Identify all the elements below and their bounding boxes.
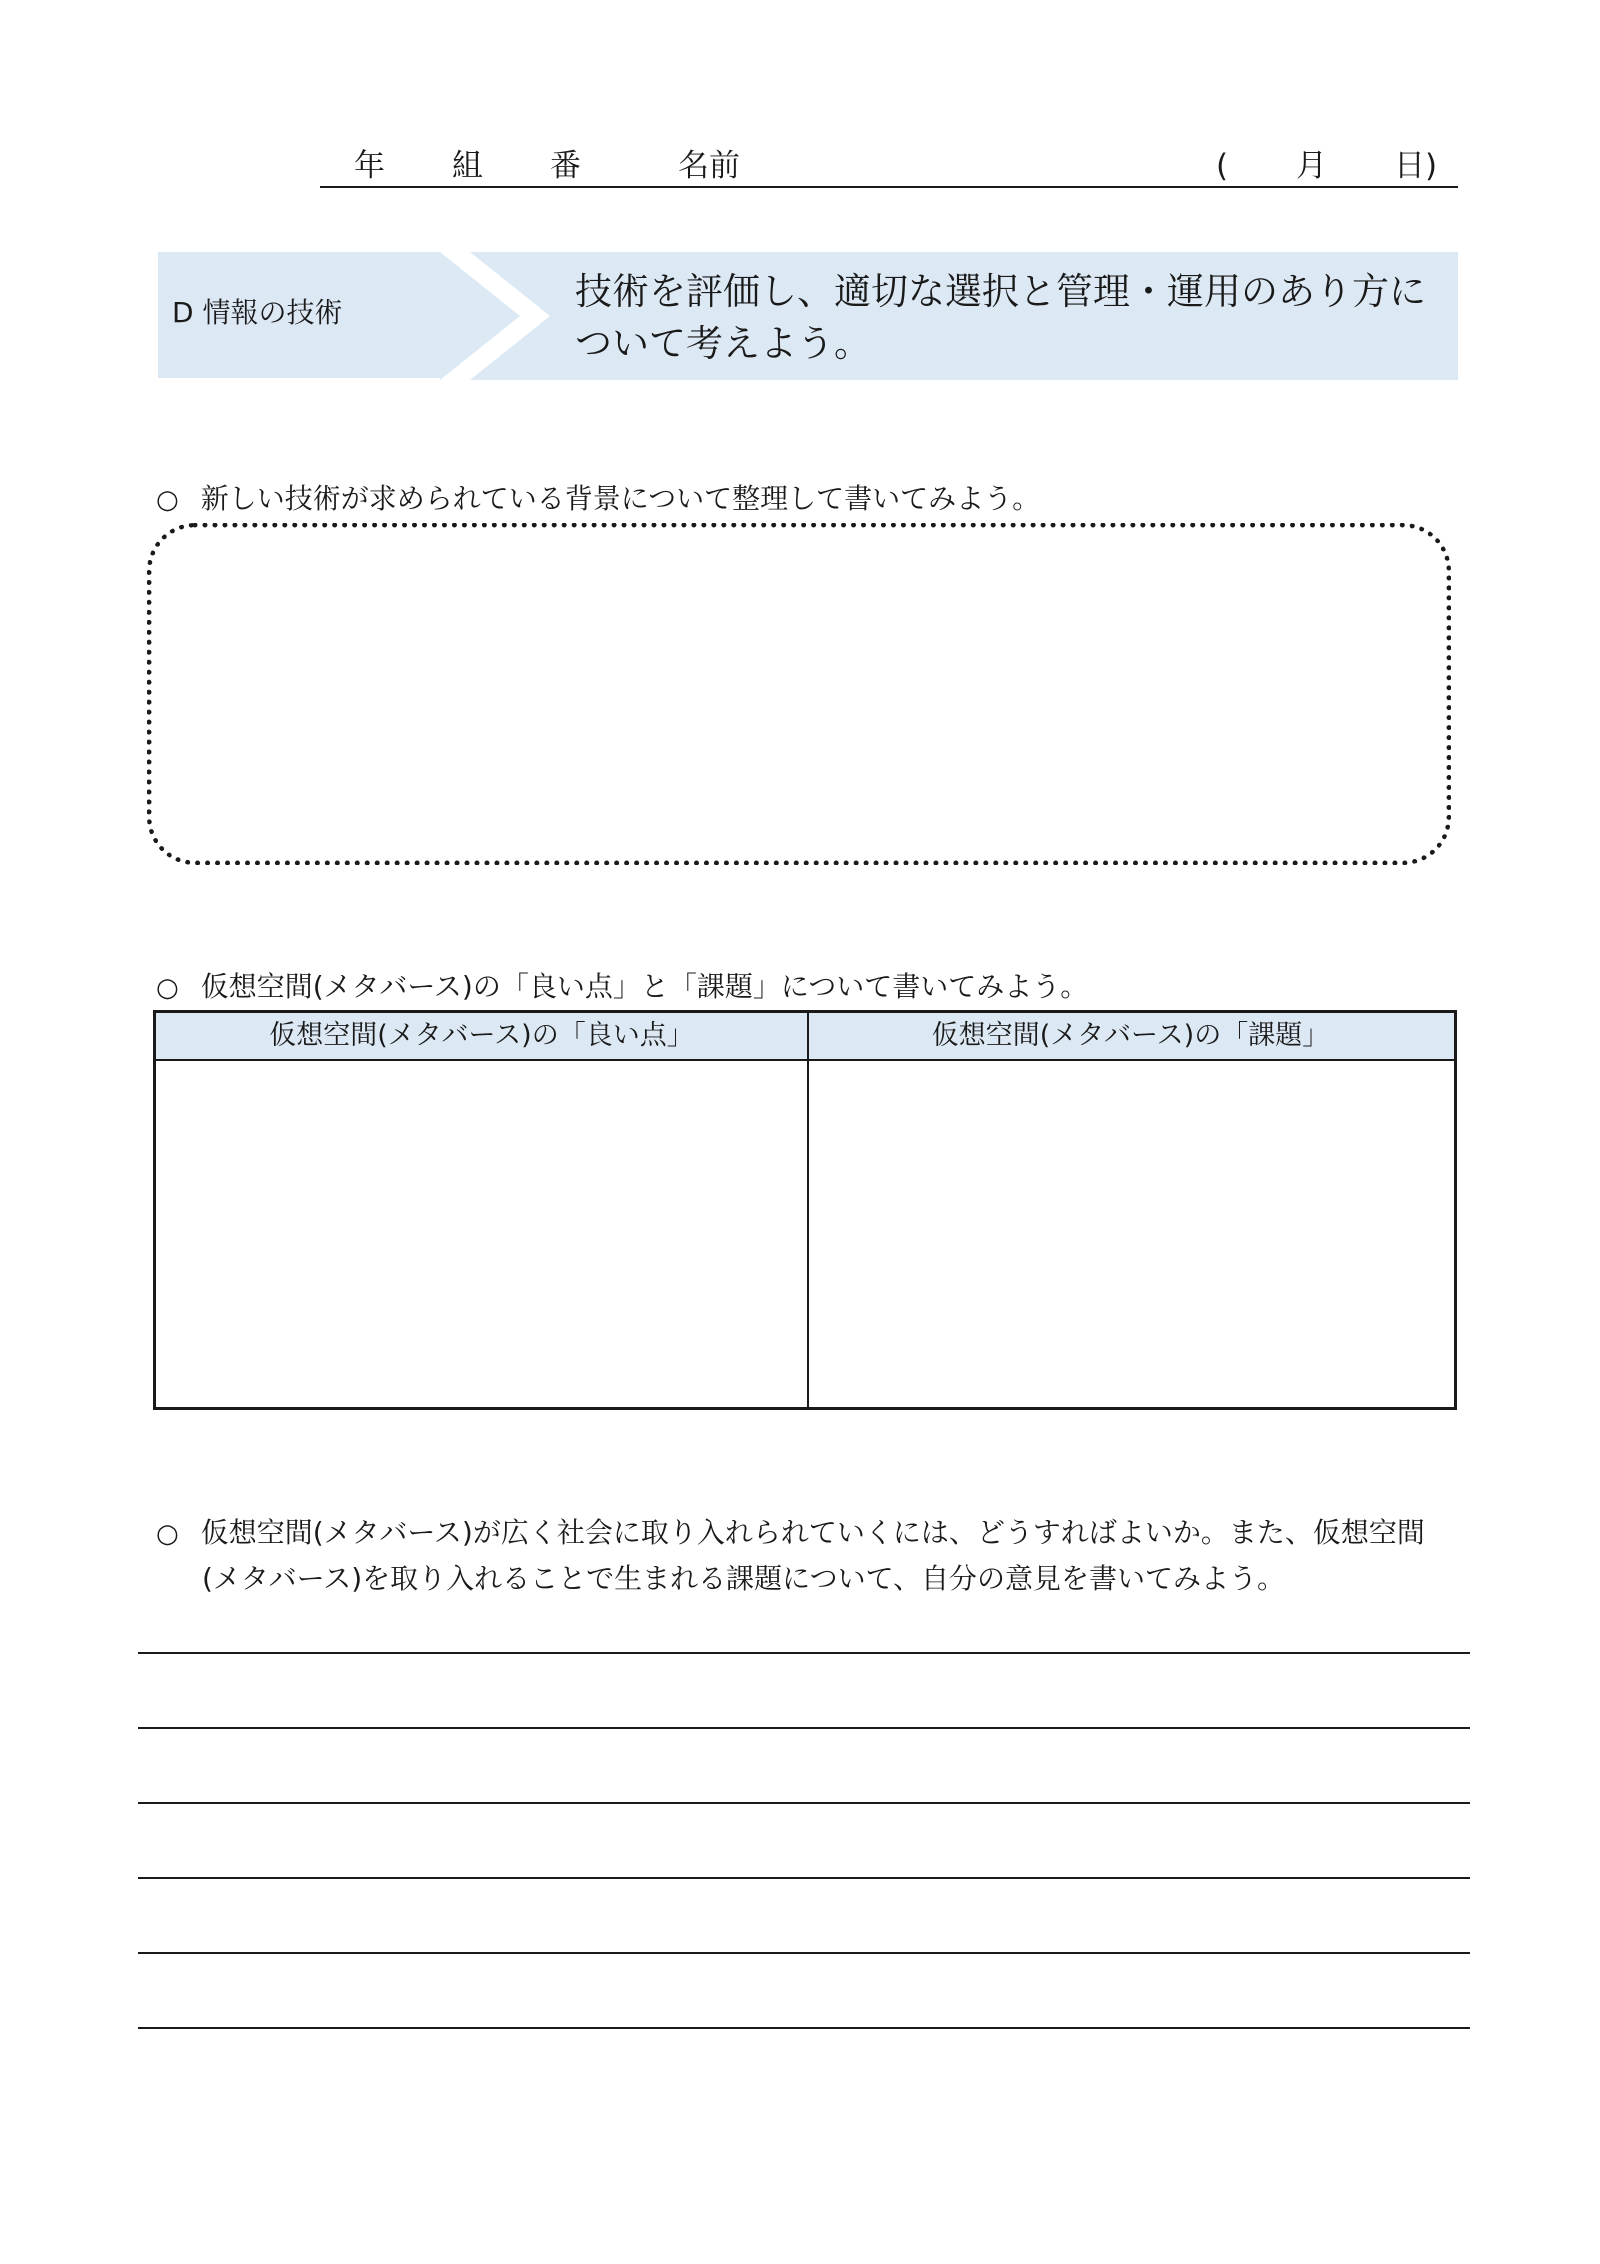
question-1 [156, 482, 1040, 517]
month-label: 月 [1296, 148, 1327, 184]
name-label: 名前 [678, 148, 740, 184]
banner-objective-text: 技術を評価し、適切な選択と管理・運用のあり方について考えよう。 [575, 270, 1426, 365]
question-2 [156, 970, 1088, 1005]
class-label: 組 [452, 148, 483, 184]
number-label: 番 [550, 148, 581, 184]
banner-category-label: D 情報の技術 [172, 296, 343, 329]
question-3-text-line1: 仮想空間(メタバース)が広く社会に取り入れられていくには、どうすればよいか。また、仮想空間 [200, 1516, 1425, 1549]
question-3 [156, 1516, 1425, 1551]
question-3-circle-icon: ○ [156, 1519, 179, 1549]
name-underline [320, 186, 1458, 188]
question-2-text: 仮想空間(メタバース)の「良い点」と「課題」について書いてみよう。 [200, 970, 1089, 1003]
writing-line-6[interactable] [138, 2027, 1470, 2029]
date-open-paren: ( [1216, 148, 1229, 184]
writing-line-3[interactable] [138, 1802, 1470, 1804]
issues-answer-cell[interactable] [809, 1061, 1454, 1407]
banner-chevron-icon [440, 252, 560, 380]
writing-line-4[interactable] [138, 1877, 1470, 1879]
writing-line-5[interactable] [138, 1952, 1470, 1954]
table-header-issues: 仮想空間(メタバース)の「課題」 [807, 1013, 1454, 1061]
answer-box-1[interactable] [147, 523, 1451, 865]
table-header-merits: 仮想空間(メタバース)の「良い点」 [156, 1013, 807, 1061]
day-label: 日) [1394, 148, 1438, 184]
merits-answer-cell[interactable] [156, 1061, 807, 1407]
year-label: 年 [354, 148, 385, 184]
writing-line-2[interactable] [138, 1727, 1470, 1729]
question-1-circle-icon: ○ [156, 485, 179, 515]
question-3-text-line2: (メタバース)を取り入れることで生まれる課題について、自分の意見を書いてみよう。 [202, 1562, 1286, 1595]
writing-line-1[interactable] [138, 1652, 1470, 1654]
question-2-circle-icon: ○ [156, 973, 179, 1003]
question-1-text: 新しい技術が求められている背景について整理して書いてみよう。 [200, 482, 1041, 515]
merits-issues-table [153, 1010, 1457, 1410]
